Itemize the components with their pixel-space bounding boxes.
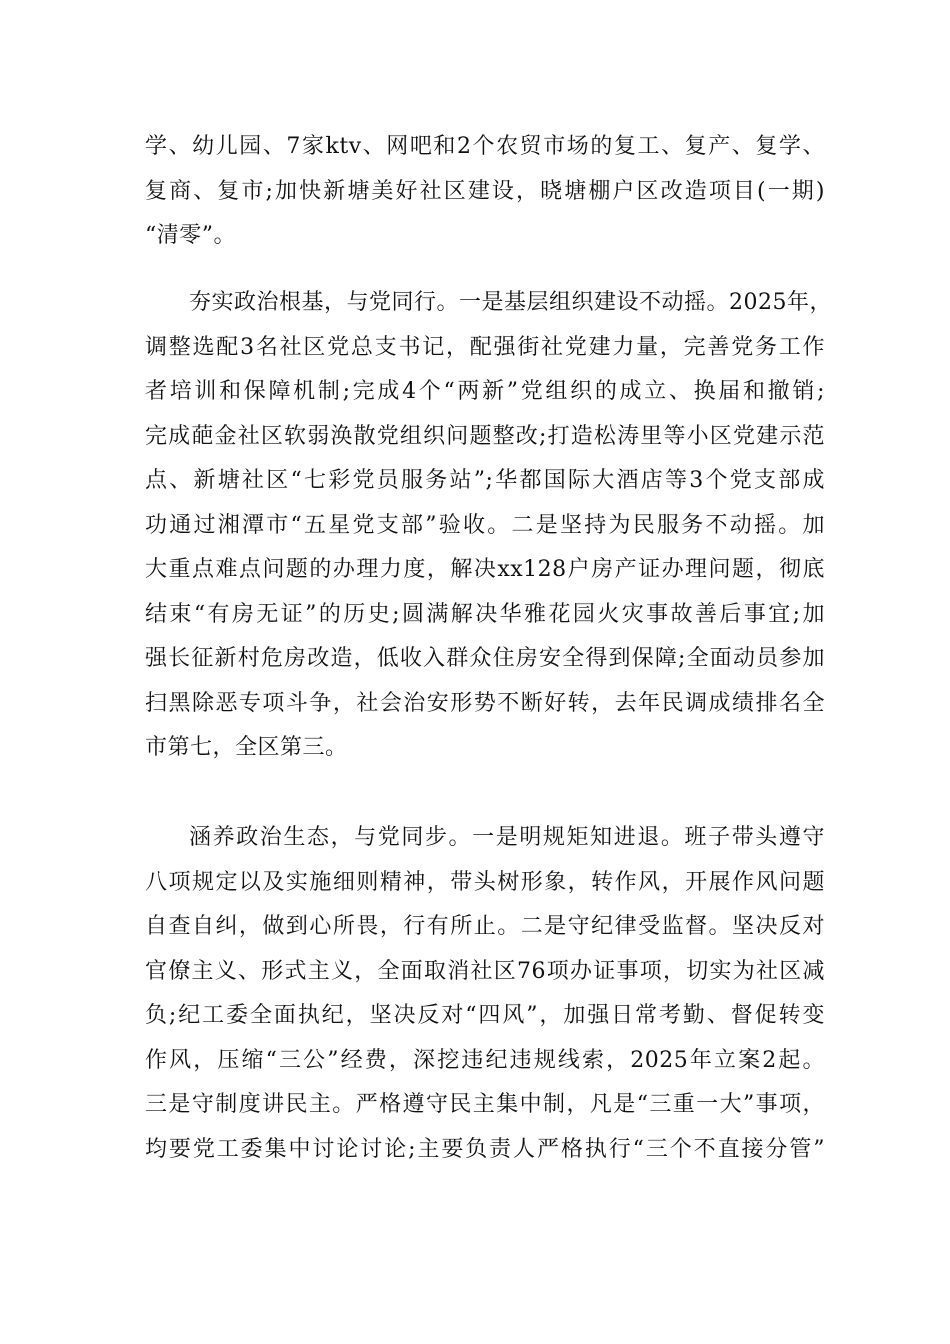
text-line: 作风，压缩“三公”经费，深挖违纪违规线索，2025年立案2起。 — [145, 1047, 825, 1073]
text-line: 者培训和保障机制;完成4个“两新”党组织的成立、换届和撤销; — [145, 379, 825, 404]
paragraph-1 — [145, 125, 825, 259]
paragraph-3 — [145, 816, 825, 1172]
text-line: 自查自纠，做到心所畏，行有所止。二是守纪律受监督。坚决反对 — [145, 914, 825, 939]
text-line: 调整选配3名社区党总支书记，配强街社党建力量，完善党务工作 — [145, 334, 825, 360]
text-line: 复商、复市;加快新塘美好社区建设，晓塘棚户区改造项目(一期) — [145, 178, 825, 204]
text-line: 强长征新村危房改造，低收入群众住房安全得到保障;全面动员参加 — [145, 646, 825, 671]
text-line: 结束“有房无证”的历史;圆满解决华雅花园火灾事故善后事宜;加 — [145, 601, 825, 627]
text-line: “清零”。 — [145, 223, 236, 248]
text-line: 功通过湘潭市“五星党支部”验收。二是坚持为民服务不动摇。加 — [145, 512, 825, 538]
text-line: 涵养政治生态，与党同步。一是明规矩知进退。班子带头遵守 — [189, 825, 825, 850]
text-line: 点、新塘社区“七彩党员服务站”;华都国际大酒店等3个党支部成 — [145, 468, 825, 493]
text-line: 学、幼儿园、7家ktv、网吧和2个农贸市场的复工、复产、复学、 — [145, 134, 825, 159]
text-line: 完成葩金社区软弱涣散党组织问题整改;打造松涛里等小区党建示范 — [145, 423, 825, 449]
text-line: 三是守制度讲民主。严格遵守民主集中制，凡是“三重一大”事项， — [145, 1092, 825, 1117]
text-line: 负;纪工委全面执纪，坚决反对“四风”，加强日常考勤、督促转变 — [145, 1003, 825, 1028]
text-line: 八项规定以及实施细则精神，带头树形象，转作风，开展作风问题 — [145, 869, 825, 895]
text-line: 夯实政治根基，与党同行。一是基层组织建设不动摇。2025年， — [189, 290, 832, 315]
text-line: 市第七，全区第三。 — [145, 735, 348, 760]
text-line: 大重点难点问题的办理力度，解决xx128户房产证办理问题，彻底 — [145, 557, 825, 582]
text-line: 均要党工委集中讨论讨论;主要负责人严格执行“三个不直接分管” — [145, 1136, 825, 1162]
text-line: 扫黑除恶专项斗争，社会治安形势不断好转，去年民调成绩排名全 — [145, 690, 825, 716]
text-line: 官僚主义、形式主义，全面取消社区76项办证事项，切实为社区减 — [145, 958, 825, 984]
paragraph-2 — [145, 281, 832, 771]
